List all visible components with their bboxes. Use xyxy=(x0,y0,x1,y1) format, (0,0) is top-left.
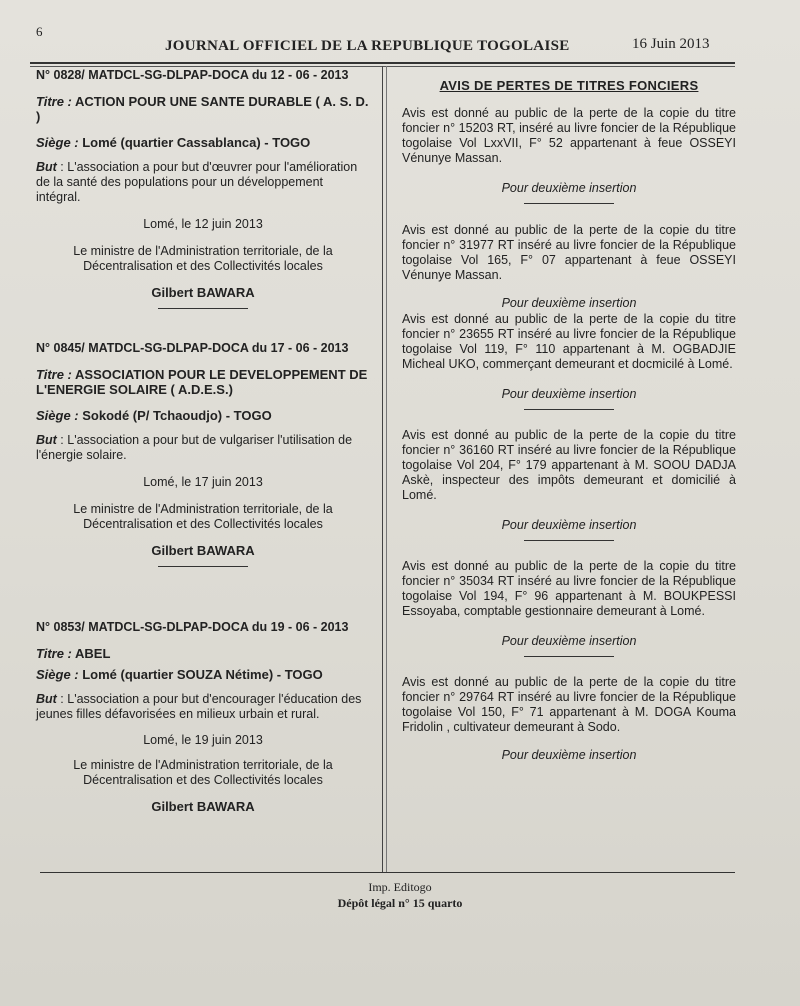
siege-value: Lomé (quartier SOUZA Nétime) - TOGO xyxy=(78,667,323,682)
header-rule xyxy=(30,62,735,64)
entry-purpose xyxy=(36,692,370,722)
entry-seat xyxy=(36,135,370,150)
signatory: Gilbert BAWARA xyxy=(151,543,255,558)
notice-text: Avis est donné au public de la perte de la copie du titre foncier n° 31977 RT inséré au livre foncier de la République togolaise Vol 165, F° 07 appartenant à feue OSSEYI Vénunye Massan. xyxy=(402,223,736,282)
but-label: But xyxy=(36,433,57,447)
minister-title: Le ministre de l'Administration territoriale, de la Décentralisation et des Collectivités locales xyxy=(73,758,333,787)
entry-purpose xyxy=(36,160,370,205)
column-divider-inner xyxy=(386,66,387,872)
notice-text: Avis est donné au public de la perte de la copie du titre foncier n° 36160 RT inséré au livre foncier de la République togolaise Vol 204, F° 179 appartenant à M. SOOU DADJA Askè, inspecteur des impôts demeurant et domicilié à Lomé. xyxy=(402,428,736,502)
entry-title xyxy=(36,94,370,124)
titre-label: Titre : xyxy=(36,367,72,382)
insertion-note: Pour deuxième insertion xyxy=(501,634,637,648)
notice-text: Avis est donné au public de la perte de la copie du titre foncier n° 35034 RT inséré au livre foncier de la République togolaise Vol 194, F° 96 appartenant à M. BOUKPESSI Essoyaba, comptable gestionnaire demeurant à Lomé. xyxy=(402,559,736,618)
association-entry xyxy=(36,68,370,309)
titre-value: ASSOCIATION POUR LE DEVELOPPEMENT DE L'ENERGIE SOLAIRE ( A.D.E.S.) xyxy=(36,367,368,397)
separator xyxy=(158,566,248,567)
notices-heading: AVIS DE PERTES DE TITRES FONCIERS xyxy=(439,78,699,93)
separator xyxy=(158,308,248,309)
footer-rule xyxy=(40,872,735,873)
titre-value: ACTION POUR UNE SANTE DURABLE ( A. S. D. ) xyxy=(36,94,369,124)
place-date: Lomé, le 12 juin 2013 xyxy=(143,217,263,231)
insertion-note: Pour deuxième insertion xyxy=(501,296,637,310)
entry-title xyxy=(36,367,370,397)
place-date: Lomé, le 17 juin 2013 xyxy=(143,475,263,489)
but-text: : L'association a pour but d'encourager l'éducation des jeunes filles défavorisées en milieux urbain et rural. xyxy=(36,692,362,721)
minister-title: Le ministre de l'Administration territoriale, de la Décentralisation et des Collectivités locales xyxy=(73,244,333,273)
notice-text: Avis est donné au public de la perte de la copie du titre foncier n° 23655 RT inséré au livre foncier de la République togolaise Vol 119, F° 110 appartenant à M. OGBADJIE Micheal UKO, commerçant demeurant et docmicilé à Lomé. xyxy=(402,312,736,371)
separator xyxy=(524,656,614,657)
siege-value: Lomé (quartier Cassablanca) - TOGO xyxy=(78,135,311,150)
insertion-note: Pour deuxième insertion xyxy=(501,518,637,532)
place-date: Lomé, le 19 juin 2013 xyxy=(143,733,263,747)
separator xyxy=(524,540,614,541)
journal-title: JOURNAL OFFICIEL DE LA REPUBLIQUE TOGOLAISE xyxy=(165,38,570,54)
entry-seat xyxy=(36,408,370,423)
land-title-notices xyxy=(402,78,736,763)
notice-text: Avis est donné au public de la perte de la copie du titre foncier n° 29764 RT inséré au livre foncier de la République togolaise Vol 150, F° 71 appartenant à M. DOGA Kouma Fridolin , cultivateur demeurant à Sodo. xyxy=(402,675,736,734)
entry-purpose xyxy=(36,433,370,463)
but-label: But xyxy=(36,160,57,174)
entry-reference: N° 0853/ MATDCL-SG-DLPAP-DOCA du 19 - 06 - 2013 xyxy=(36,620,349,634)
titre-value: ABEL xyxy=(71,646,111,661)
signatory: Gilbert BAWARA xyxy=(151,799,255,814)
minister-title: Le ministre de l'Administration territoriale, de la Décentralisation et des Collectivités locales xyxy=(73,502,333,531)
separator xyxy=(524,203,614,204)
separator xyxy=(524,409,614,410)
but-label: But xyxy=(36,692,57,706)
titre-label: Titre : xyxy=(36,646,72,661)
siege-value: Sokodé (P/ Tchaoudjo) - TOGO xyxy=(78,408,272,423)
siege-label: Siège : xyxy=(36,408,79,423)
insertion-note: Pour deuxième insertion xyxy=(501,181,637,195)
page-header xyxy=(0,24,800,62)
legal-deposit: Dépôt légal n° 15 quarto xyxy=(337,896,463,910)
but-text: : L'association a pour but d'œuvrer pour l'amélioration de la santé des populations pour un développement intégral. xyxy=(36,160,358,204)
but-text: : L'association a pour but de vulgariser l'utilisation de l'énergie solaire. xyxy=(36,433,353,462)
insertion-note: Pour deuxième insertion xyxy=(501,387,637,401)
association-entry xyxy=(36,620,370,814)
siege-label: Siège : xyxy=(36,667,79,682)
insertion-note: Pour deuxième insertion xyxy=(501,748,637,762)
signatory: Gilbert BAWARA xyxy=(151,285,255,300)
entry-seat xyxy=(36,667,370,682)
printer-line: Imp. Editogo xyxy=(368,880,432,894)
titre-label: Titre : xyxy=(36,94,72,109)
notice-text: Avis est donné au public de la perte de la copie du titre foncier n° 15203 RT, inséré au livre foncier de la République togolaise Vol LxxVII, F° 52 appartenant à feue OSSEYI Vénunye Massan. xyxy=(402,106,736,165)
entry-title xyxy=(36,646,370,661)
siege-label: Siège : xyxy=(36,135,79,150)
association-entry xyxy=(36,341,370,567)
entry-reference: N° 0828/ MATDCL-SG-DLPAP-DOCA du 12 - 06 - 2013 xyxy=(36,68,349,82)
entry-reference: N° 0845/ MATDCL-SG-DLPAP-DOCA du 17 - 06 - 2013 xyxy=(36,341,349,355)
column-divider xyxy=(382,66,383,872)
issue-date: 16 Juin 2013 xyxy=(632,36,710,52)
page-number: 6 xyxy=(36,24,43,39)
